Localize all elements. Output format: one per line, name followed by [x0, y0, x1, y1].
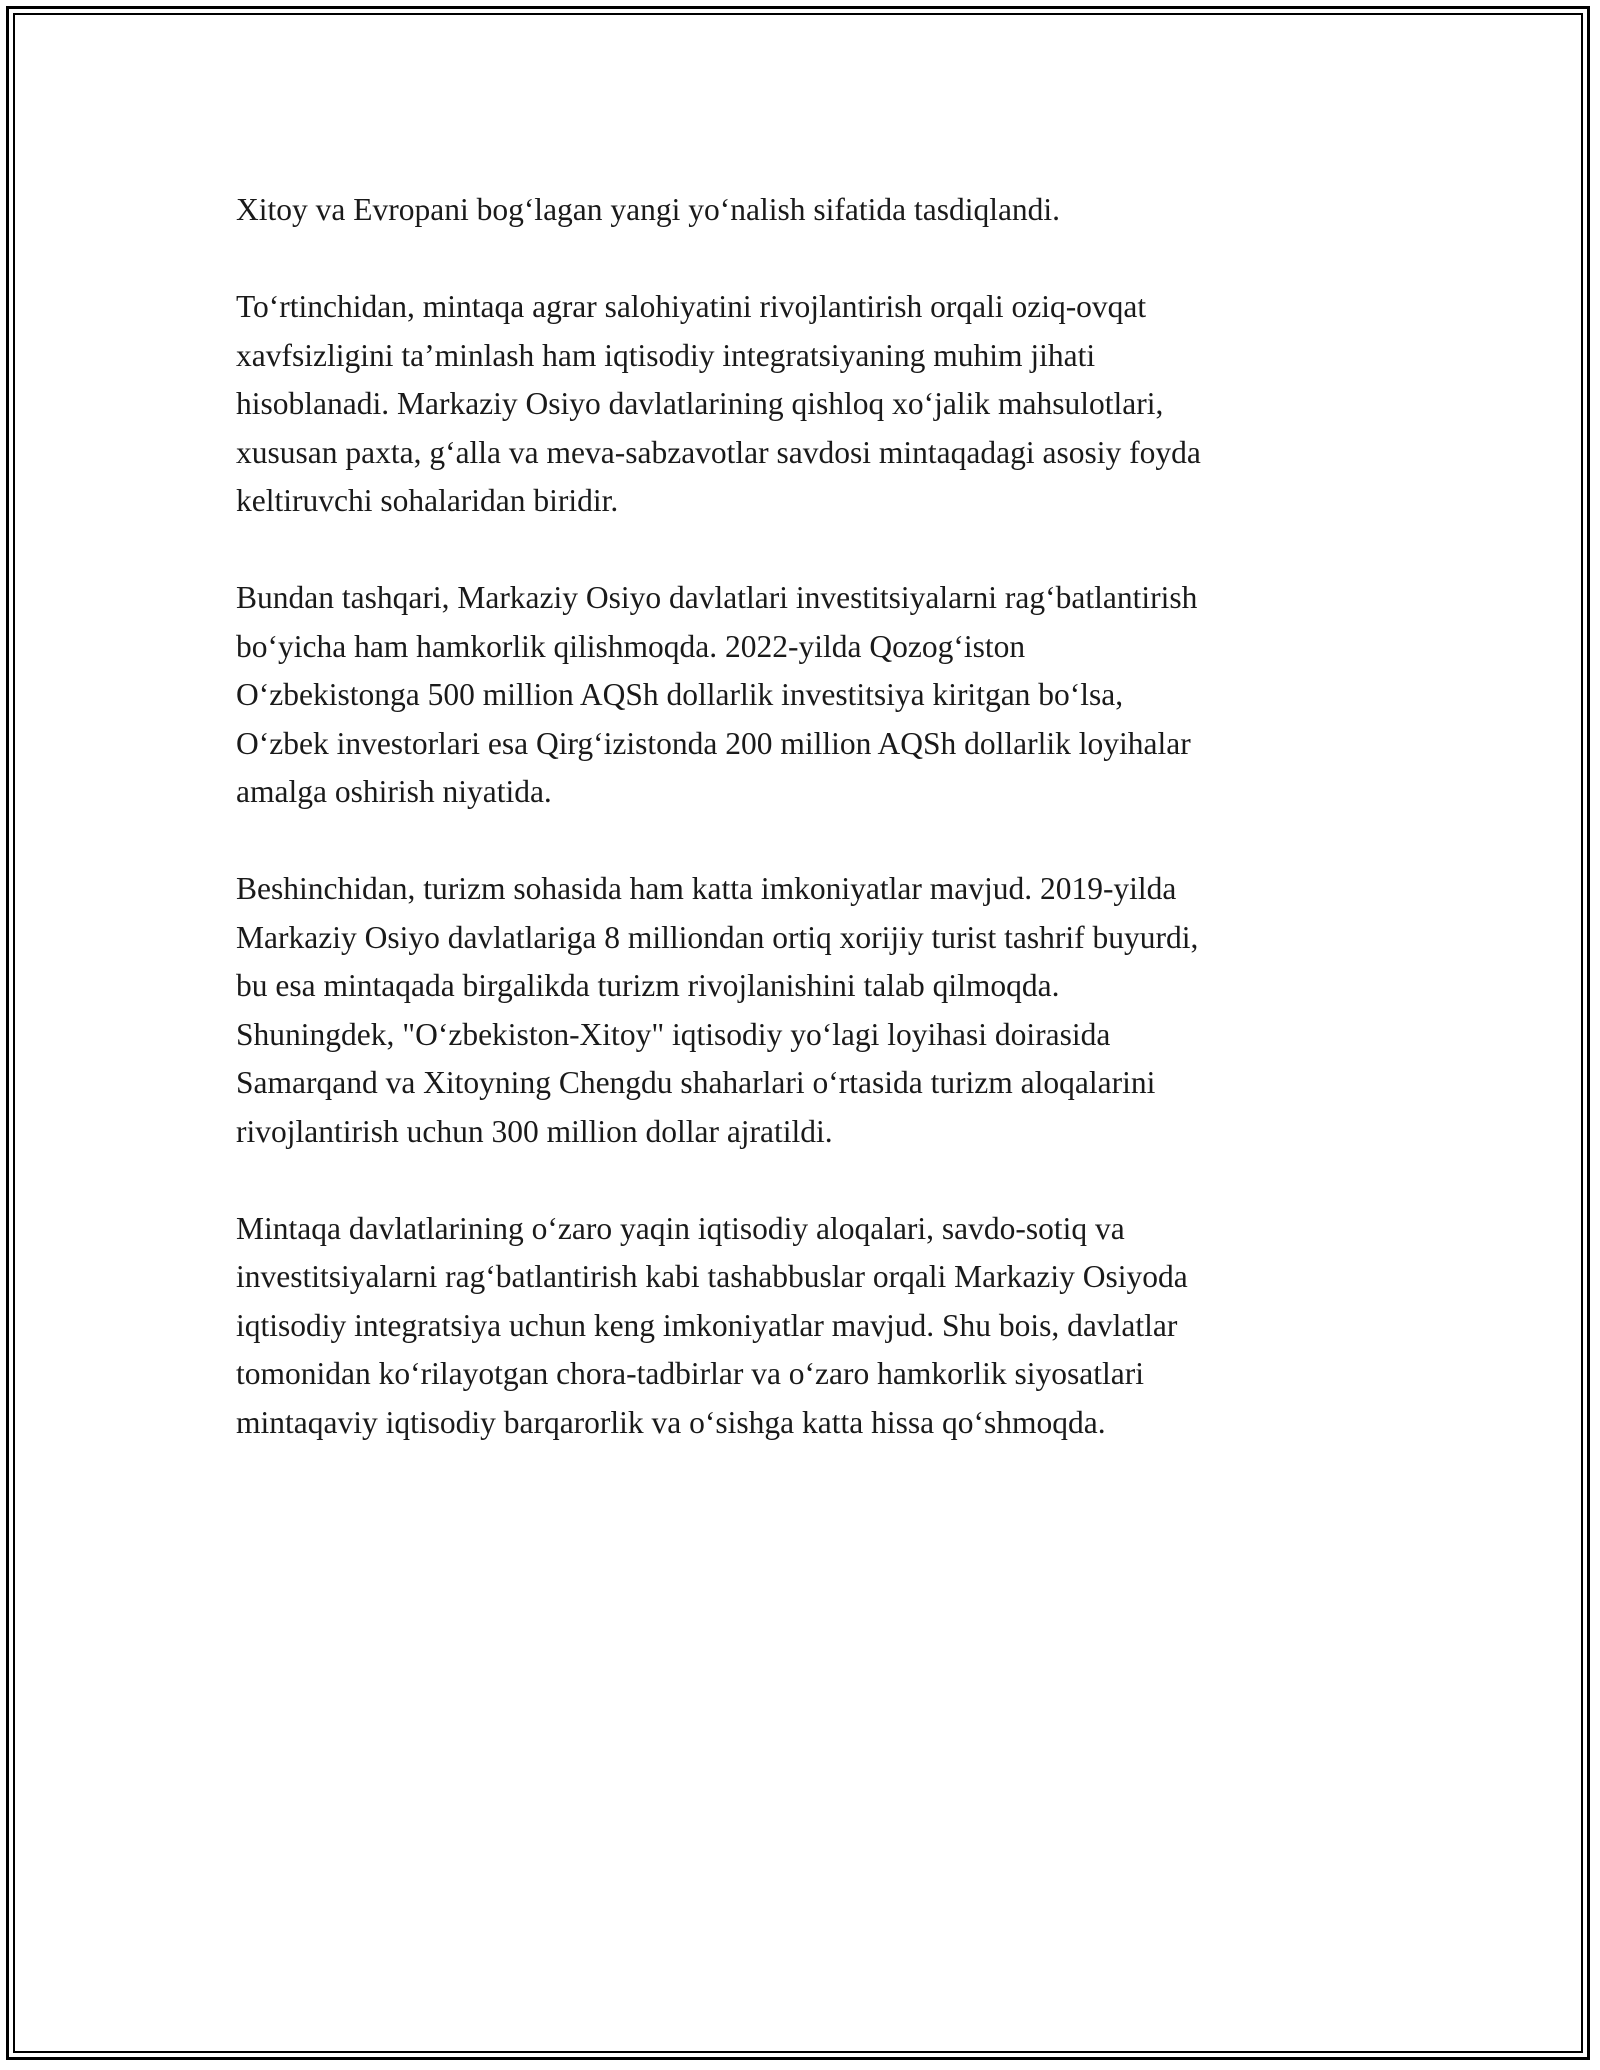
text-line: Bundan tashqari, Markaziy Osiyo davlatlari investitsiyalarni rag‘batlantirish: [236, 580, 1198, 615]
text-line: xavfsizligini ta’minlash ham iqtisodiy integratsiyaning muhim jihati: [236, 337, 1096, 373]
text-line: Samarqand va Xitoyning Chengdu shaharlari o‘rtasida turizm aloqalarini: [236, 1065, 1156, 1100]
text-line: tomonidan ko‘rilayotgan chora-tadbirlar va o‘zaro hamkorlik siyosatlari: [236, 1356, 1144, 1391]
text-line: bo‘yicha ham hamkorlik qilishmoqda. 2022-yilda Qozog‘iston: [236, 628, 1026, 664]
text-line: xususan paxta, g‘alla va meva-sabzavotlar savdosi mintaqadagi asosiy foyda: [236, 434, 1201, 470]
text-line: keltiruvchi sohalaridan biridir.: [236, 483, 619, 518]
paragraph: [236, 283, 1406, 526]
document-body: [236, 186, 1406, 1496]
paragraph: [236, 186, 1406, 235]
text-line: Xitoy va Evropani bog‘lagan yangi yo‘nalish sifatida tasdiqlandi.: [236, 192, 1061, 227]
text-line: amalga oshirish niyatida.: [236, 774, 552, 809]
text-line: bu esa mintaqada birgalikda turizm rivojlanishini talab qilmoqda.: [236, 968, 1060, 1003]
text-line: Markaziy Osiyo davlatlariga 8 milliondan ortiq xorijiy turist tashrif buyurdi,: [236, 919, 1199, 955]
text-line: Shuningdek, "O‘zbekiston-Xitoy" iqtisodiy yo‘lagi loyihasi doirasida: [236, 1016, 1111, 1052]
paragraph: [236, 865, 1406, 1156]
text-line: O‘zbek investorlari esa Qirg‘izistonda 200 million AQSh dollarlik loyihalar: [236, 725, 1191, 761]
text-line: investitsiyalarni rag‘batlantirish kabi tashabbuslar orqali Markaziy Osiyoda: [236, 1259, 1188, 1294]
text-line: Beshinchidan, turizm sohasida ham katta imkoniyatlar mavjud. 2019-yilda: [236, 871, 1177, 906]
text-line: mintaqaviy iqtisodiy barqarorlik va o‘sishga katta hissa qo‘shmoqda.: [236, 1404, 1106, 1440]
text-line: rivojlantirish uchun 300 million dollar ajratildi.: [236, 1113, 833, 1149]
paragraph: [236, 574, 1406, 817]
text-line: iqtisodiy integratsiya uchun keng imkoniyatlar mavjud. Shu bois, davlatlar: [236, 1307, 1178, 1343]
text-line: O‘zbekistonga 500 million AQSh dollarlik investitsiya kiritgan bo‘lsa,: [236, 677, 1124, 712]
text-line: hisoblanadi. Markaziy Osiyo davlatlarining qishloq xo‘jalik mahsulotlari,: [236, 386, 1164, 421]
paragraph: [236, 1205, 1406, 1448]
text-line: To‘rtinchidan, mintaqa agrar salohiyatini rivojlantirish orqali oziq-ovqat: [236, 289, 1147, 324]
text-line: Mintaqa davlatlarining o‘zaro yaqin iqtisodiy aloqalari, savdo-sotiq va: [236, 1210, 1125, 1246]
